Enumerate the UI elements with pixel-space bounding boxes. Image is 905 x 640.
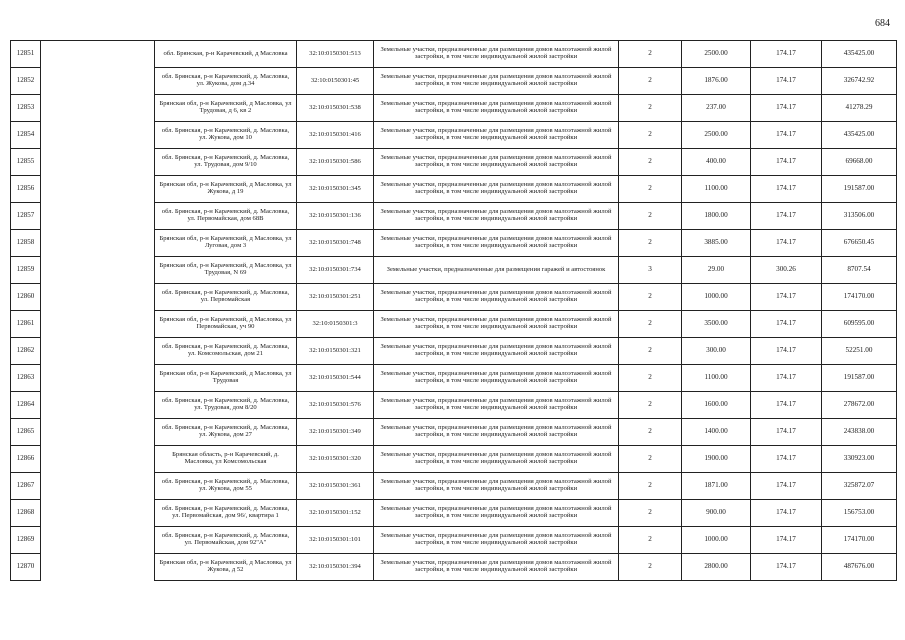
rate-cell: 174.17 <box>751 419 822 446</box>
land-purpose-cell: Земельные участки, предназначенные для размещения домов малоэтажной жилой застройки, в том числе индивидуальной жилой застройки <box>374 500 619 527</box>
area-cell: 29.00 <box>682 257 751 284</box>
land-purpose-cell: Земельные участки, предназначенные для размещения домов малоэтажной жилой застройки, в том числе индивидуальной жилой застройки <box>374 41 619 68</box>
table-row <box>11 203 897 230</box>
address-cell: Брянская область, р-н Карачевский, д. Масловка, ул Комсомольская <box>155 446 297 473</box>
row-number-cell: 12866 <box>11 446 41 473</box>
cadastral-number-cell: 32:10:0150301:361 <box>297 473 374 500</box>
table-row <box>11 365 897 392</box>
cadastral-value-cell: 609595.00 <box>822 311 897 338</box>
cadastral-number-cell: 32:10:0150301:748 <box>297 230 374 257</box>
rate-cell: 174.17 <box>751 41 822 68</box>
land-purpose-cell: Земельные участки, предназначенные для размещения домов малоэтажной жилой застройки, в том числе индивидуальной жилой застройки <box>374 338 619 365</box>
cadastral-number-cell: 32:10:0150301:576 <box>297 392 374 419</box>
row-number-cell: 12858 <box>11 230 41 257</box>
row-number-cell: 12853 <box>11 95 41 122</box>
cadastral-number-cell: 32:10:0150301:152 <box>297 500 374 527</box>
land-purpose-cell: Земельные участки, предназначенные для размещения домов малоэтажной жилой застройки, в том числе индивидуальной жилой застройки <box>374 95 619 122</box>
group-cell: 2 <box>619 95 682 122</box>
row-number-cell: 12852 <box>11 68 41 95</box>
row-number-cell: 12859 <box>11 257 41 284</box>
area-cell: 2800.00 <box>682 554 751 581</box>
cadastral-value-cell: 243838.00 <box>822 419 897 446</box>
spacer-cell <box>41 176 155 203</box>
area-cell: 1800.00 <box>682 203 751 230</box>
address-cell: обл. Брянская, р-н Карачевский, д. Масловка, ул. Первомайская, дом 92"А" <box>155 527 297 554</box>
land-purpose-cell: Земельные участки, предназначенные для размещения домов малоэтажной жилой застройки, в том числе индивидуальной жилой застройки <box>374 554 619 581</box>
area-cell: 2500.00 <box>682 122 751 149</box>
group-cell: 2 <box>619 392 682 419</box>
row-number-cell: 12870 <box>11 554 41 581</box>
spacer-cell <box>41 230 155 257</box>
table-row <box>11 473 897 500</box>
address-cell: обл. Брянская, р-н Карачевский, д Масловка <box>155 41 297 68</box>
table-row <box>11 527 897 554</box>
address-cell: обл. Брянская, р-н Карачевский, д. Масловка, ул. Первомайская, дом 68В <box>155 203 297 230</box>
row-number-cell: 12860 <box>11 284 41 311</box>
cadastral-number-cell: 32:10:0150301:349 <box>297 419 374 446</box>
spacer-cell <box>41 338 155 365</box>
area-cell: 1871.00 <box>682 473 751 500</box>
spacer-cell <box>41 419 155 446</box>
spacer-cell <box>41 95 155 122</box>
spacer-cell <box>41 284 155 311</box>
row-number-cell: 12854 <box>11 122 41 149</box>
land-purpose-cell: Земельные участки, предназначенные для размещения домов малоэтажной жилой застройки, в том числе индивидуальной жилой застройки <box>374 284 619 311</box>
address-cell: обл. Брянская, р-н Карачевский, д. Масловка, ул. Жукова, дом 27 <box>155 419 297 446</box>
cadastral-value-cell: 325872.07 <box>822 473 897 500</box>
address-cell: Брянская обл, р-н Карачевский, д Масловка, ул Луговая, дом 3 <box>155 230 297 257</box>
cadastral-number-cell: 32:10:0150301:544 <box>297 365 374 392</box>
group-cell: 2 <box>619 41 682 68</box>
row-number-cell: 12868 <box>11 500 41 527</box>
area-cell: 1900.00 <box>682 446 751 473</box>
rate-cell: 174.17 <box>751 122 822 149</box>
group-cell: 2 <box>619 149 682 176</box>
rate-cell: 174.17 <box>751 446 822 473</box>
rate-cell: 174.17 <box>751 527 822 554</box>
cadastral-number-cell: 32:10:0150301:251 <box>297 284 374 311</box>
address-cell: обл. Брянская, р-н Карачевский, д. Масловка, ул. Жукова, дом д.34 <box>155 68 297 95</box>
row-number-cell: 12865 <box>11 419 41 446</box>
cadastral-value-cell: 330923.00 <box>822 446 897 473</box>
group-cell: 3 <box>619 257 682 284</box>
land-purpose-cell: Земельные участки, предназначенные для размещения домов малоэтажной жилой застройки, в том числе индивидуальной жилой застройки <box>374 392 619 419</box>
spacer-cell <box>41 527 155 554</box>
cadastral-number-cell: 32:10:0150301:321 <box>297 338 374 365</box>
spacer-cell <box>41 41 155 68</box>
cadastral-value-cell: 174170.00 <box>822 527 897 554</box>
table-row <box>11 446 897 473</box>
address-cell: обл. Брянская, р-н Карачевский, д. Масловка, ул. Первомайская <box>155 284 297 311</box>
area-cell: 2500.00 <box>682 41 751 68</box>
row-number-cell: 12862 <box>11 338 41 365</box>
cadastral-value-cell: 313506.00 <box>822 203 897 230</box>
table-row <box>11 257 897 284</box>
group-cell: 2 <box>619 419 682 446</box>
spacer-cell <box>41 365 155 392</box>
cadastral-value-cell: 326742.92 <box>822 68 897 95</box>
rate-cell: 174.17 <box>751 176 822 203</box>
group-cell: 2 <box>619 338 682 365</box>
area-cell: 1000.00 <box>682 284 751 311</box>
cadastral-number-cell: 32:10:0150301:394 <box>297 554 374 581</box>
cadastral-number-cell: 32:10:0150301:101 <box>297 527 374 554</box>
row-number-cell: 12856 <box>11 176 41 203</box>
page-number: 684 <box>875 18 890 29</box>
table-row <box>11 554 897 581</box>
spacer-cell <box>41 257 155 284</box>
table-row <box>11 95 897 122</box>
cadastral-number-cell: 32:10:0150301:136 <box>297 203 374 230</box>
land-purpose-cell: Земельные участки, предназначенные для размещения домов малоэтажной жилой застройки, в том числе индивидуальной жилой застройки <box>374 122 619 149</box>
rate-cell: 174.17 <box>751 230 822 257</box>
spacer-cell <box>41 392 155 419</box>
row-number-cell: 12851 <box>11 41 41 68</box>
land-purpose-cell: Земельные участки, предназначенные для размещения домов малоэтажной жилой застройки, в том числе индивидуальной жилой застройки <box>374 419 619 446</box>
land-purpose-cell: Земельные участки, предназначенные для размещения домов малоэтажной жилой застройки, в том числе индивидуальной жилой застройки <box>374 446 619 473</box>
table-row <box>11 68 897 95</box>
group-cell: 2 <box>619 527 682 554</box>
cadastral-number-cell: 32:10:0150301:513 <box>297 41 374 68</box>
address-cell: обл. Брянская, р-н Карачевский, д. Масловка, ул. Комсомольская, дом 21 <box>155 338 297 365</box>
spacer-cell <box>41 473 155 500</box>
group-cell: 2 <box>619 500 682 527</box>
rate-cell: 174.17 <box>751 284 822 311</box>
group-cell: 2 <box>619 284 682 311</box>
address-cell: Брянская обл, р-н Карачевский, д Масловка, ул Трудовая, д 6, кв 2 <box>155 95 297 122</box>
area-cell: 3500.00 <box>682 311 751 338</box>
area-cell: 1400.00 <box>682 419 751 446</box>
row-number-cell: 12861 <box>11 311 41 338</box>
group-cell: 2 <box>619 446 682 473</box>
address-cell: Брянская обл, р-н Карачевский, д Масловка, ул Жукова, д 52 <box>155 554 297 581</box>
row-number-cell: 12855 <box>11 149 41 176</box>
rate-cell: 174.17 <box>751 500 822 527</box>
land-purpose-cell: Земельные участки, предназначенные для размещения домов малоэтажной жилой застройки, в том числе индивидуальной жилой застройки <box>374 149 619 176</box>
address-cell: обл. Брянская, р-н Карачевский, д. Масловка, ул. Жукова, дом 55 <box>155 473 297 500</box>
rate-cell: 300.26 <box>751 257 822 284</box>
area-cell: 1100.00 <box>682 176 751 203</box>
table-row <box>11 149 897 176</box>
group-cell: 2 <box>619 554 682 581</box>
row-number-cell: 12867 <box>11 473 41 500</box>
cadastral-number-cell: 32:10:0150301:345 <box>297 176 374 203</box>
land-purpose-cell: Земельные участки, предназначенные для размещения гаражей и автостоянок <box>374 257 619 284</box>
table-row <box>11 419 897 446</box>
rate-cell: 174.17 <box>751 392 822 419</box>
land-purpose-cell: Земельные участки, предназначенные для размещения домов малоэтажной жилой застройки, в том числе индивидуальной жилой застройки <box>374 203 619 230</box>
land-purpose-cell: Земельные участки, предназначенные для размещения домов малоэтажной жилой застройки, в том числе индивидуальной жилой застройки <box>374 311 619 338</box>
spacer-cell <box>41 122 155 149</box>
address-cell: Брянская обл, р-н Карачевский, д Масловка, ул Жукова, д 19 <box>155 176 297 203</box>
land-purpose-cell: Земельные участки, предназначенные для размещения домов малоэтажной жилой застройки, в том числе индивидуальной жилой застройки <box>374 176 619 203</box>
group-cell: 2 <box>619 68 682 95</box>
address-cell: Брянская обл, р-н Карачевский, д Масловка, ул Трудовая <box>155 365 297 392</box>
area-cell: 300.00 <box>682 338 751 365</box>
area-cell: 900.00 <box>682 500 751 527</box>
cadastral-number-cell: 32:10:0150301:416 <box>297 122 374 149</box>
cadastral-number-cell: 32:10:0150301:45 <box>297 68 374 95</box>
group-cell: 2 <box>619 230 682 257</box>
group-cell: 2 <box>619 365 682 392</box>
table-row <box>11 338 897 365</box>
rate-cell: 174.17 <box>751 311 822 338</box>
row-number-cell: 12857 <box>11 203 41 230</box>
spacer-cell <box>41 554 155 581</box>
cadastral-value-cell: 435425.00 <box>822 41 897 68</box>
cadastral-number-cell: 32:10:0150301:538 <box>297 95 374 122</box>
spacer-cell <box>41 203 155 230</box>
land-purpose-cell: Земельные участки, предназначенные для размещения домов малоэтажной жилой застройки, в том числе индивидуальной жилой застройки <box>374 365 619 392</box>
rate-cell: 174.17 <box>751 203 822 230</box>
cadastral-value-cell: 52251.00 <box>822 338 897 365</box>
area-cell: 400.00 <box>682 149 751 176</box>
spacer-cell <box>41 500 155 527</box>
table-row <box>11 41 897 68</box>
table-row <box>11 230 897 257</box>
land-purpose-cell: Земельные участки, предназначенные для размещения домов малоэтажной жилой застройки, в том числе индивидуальной жилой застройки <box>374 527 619 554</box>
group-cell: 2 <box>619 122 682 149</box>
cadastral-value-cell: 435425.00 <box>822 122 897 149</box>
row-number-cell: 12863 <box>11 365 41 392</box>
land-purpose-cell: Земельные участки, предназначенные для размещения домов малоэтажной жилой застройки, в том числе индивидуальной жилой застройки <box>374 473 619 500</box>
row-number-cell: 12864 <box>11 392 41 419</box>
area-cell: 1600.00 <box>682 392 751 419</box>
table-row <box>11 311 897 338</box>
spacer-cell <box>41 149 155 176</box>
group-cell: 2 <box>619 203 682 230</box>
rate-cell: 174.17 <box>751 554 822 581</box>
land-purpose-cell: Земельные участки, предназначенные для размещения домов малоэтажной жилой застройки, в том числе индивидуальной жилой застройки <box>374 230 619 257</box>
cadastral-value-cell: 487676.00 <box>822 554 897 581</box>
spacer-cell <box>41 446 155 473</box>
rate-cell: 174.17 <box>751 95 822 122</box>
address-cell: обл. Брянская, р-н Карачевский, д. Масловка, ул. Первомайская, дом 96/, квартира 1 <box>155 500 297 527</box>
area-cell: 237.00 <box>682 95 751 122</box>
cadastral-value-cell: 174170.00 <box>822 284 897 311</box>
address-cell: обл. Брянская, р-н Карачевский, д. Масловка, ул. Трудовая, дом 9/10 <box>155 149 297 176</box>
cadastral-value-cell: 8707.54 <box>822 257 897 284</box>
cadastral-value-cell: 191587.00 <box>822 365 897 392</box>
area-cell: 1100.00 <box>682 365 751 392</box>
cadastral-number-cell: 32:10:0150301:734 <box>297 257 374 284</box>
group-cell: 2 <box>619 311 682 338</box>
area-cell: 3885.00 <box>682 230 751 257</box>
address-cell: обл. Брянская, р-н Карачевский, д. Масловка, ул. Трудовая, дом 8/20 <box>155 392 297 419</box>
cadastral-value-cell: 278672.00 <box>822 392 897 419</box>
rate-cell: 174.17 <box>751 365 822 392</box>
table-row <box>11 284 897 311</box>
rate-cell: 174.17 <box>751 68 822 95</box>
spacer-cell <box>41 311 155 338</box>
area-cell: 1876.00 <box>682 68 751 95</box>
cadastral-value-table <box>10 40 897 581</box>
table-row <box>11 392 897 419</box>
table-row <box>11 176 897 203</box>
rate-cell: 174.17 <box>751 338 822 365</box>
cadastral-value-cell: 41278.29 <box>822 95 897 122</box>
address-cell: обл. Брянская, р-н Карачевский, д. Масловка, ул. Жукова, дом 10 <box>155 122 297 149</box>
spacer-cell <box>41 68 155 95</box>
cadastral-number-cell: 32:10:0150301:320 <box>297 446 374 473</box>
cadastral-value-cell: 191587.00 <box>822 176 897 203</box>
cadastral-number-cell: 32:10:0150301:3 <box>297 311 374 338</box>
row-number-cell: 12869 <box>11 527 41 554</box>
area-cell: 1000.00 <box>682 527 751 554</box>
cadastral-value-cell: 156753.00 <box>822 500 897 527</box>
table-body <box>11 41 897 581</box>
cadastral-value-cell: 69668.00 <box>822 149 897 176</box>
address-cell: Брянская обл, р-н Карачевский, д Масловка, ул Трудовая, N 69 <box>155 257 297 284</box>
table-row <box>11 500 897 527</box>
cadastral-number-cell: 32:10:0150301:586 <box>297 149 374 176</box>
group-cell: 2 <box>619 176 682 203</box>
rate-cell: 174.17 <box>751 473 822 500</box>
cadastral-value-cell: 676650.45 <box>822 230 897 257</box>
group-cell: 2 <box>619 473 682 500</box>
rate-cell: 174.17 <box>751 149 822 176</box>
address-cell: Брянская обл, р-н Карачевский, д Масловка, ул Первомайская, уч 90 <box>155 311 297 338</box>
table-row <box>11 122 897 149</box>
land-purpose-cell: Земельные участки, предназначенные для размещения домов малоэтажной жилой застройки, в том числе индивидуальной жилой застройки <box>374 68 619 95</box>
